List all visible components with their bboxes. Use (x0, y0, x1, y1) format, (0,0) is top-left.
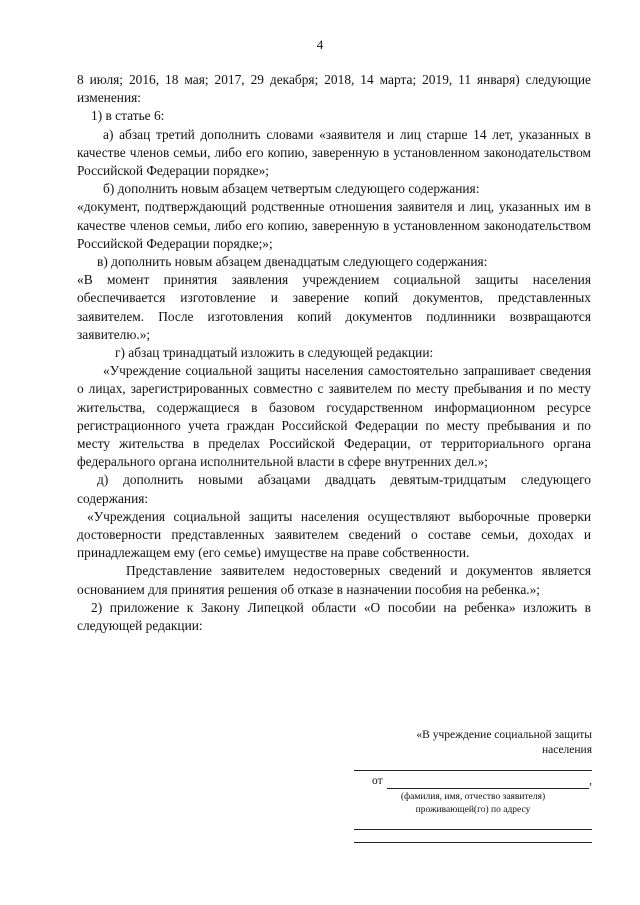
paragraph: «В момент принятия заявления учреждением социальной защиты населения обеспечивается изготовление и заверение копий документов, представленных заявителем. После изготовления копий документов подлинники возвращаются заявителю.»; (77, 272, 591, 342)
from-label: от (372, 775, 383, 787)
paragraph: «Учреждения социальной защиты населения осуществляют выборочные проверки достоверности представленных заявителем сведений о составе семьи, доходах и принадлежащем ему (его семье) имуществе на праве собственности. (77, 508, 591, 561)
paragraph: 8 июля; 2016, 18 мая; 2017, 29 декабря; 2018, 14 марта; 2019, 11 января) следующие изменения: (77, 72, 591, 106)
residing-label: проживающей(го) по адресу (415, 805, 531, 815)
paragraph: «документ, подтверждающий родственные отношения заявителя и лиц, указанных им в качестве членов семьи, либо его копию, заверенную в установленном законодательством Российской Федерации порядке;»; (77, 199, 591, 251)
blank-line-address-2 (354, 830, 592, 843)
application-form-header (354, 728, 592, 843)
addressee-line-1: «В учреждение социальной защиты (416, 729, 592, 741)
paragraph: Представление заявителем недостоверных сведений и документов является основанием для принятия решения об отказе в назначении пособия на ребенка.»; (77, 563, 591, 597)
from-trailing: , (589, 775, 592, 787)
blank-line-institution (354, 758, 592, 771)
paragraph: д) дополнить новыми абзацами двадцать девятым-тридцатым следующего содержания: (77, 472, 591, 506)
paragraph: б) дополнить новым абзацем четвертым следующего содержания: (103, 181, 480, 197)
document-body (77, 71, 591, 635)
paragraph: 1) в статье 6: (91, 108, 165, 124)
name-hint: (фамилия, имя, отчество заявителя) (400, 792, 546, 802)
paragraph: «Учреждение социальной защиты населения самостоятельно запрашивает сведения о лицах, зарегистрированных совместно с заявителем по месту пребывания и по месту жительства, содержащиеся в базовом государственном информационном ресурсе регистрационного учета граждан Российской Федерации по месту пребывания и по месту жительства в пределах Российской Федерации, от территориального органа федерального органа исполнительной власти в сфере внутренних дел.»; (77, 363, 591, 470)
paragraph: г) абзац тринадцатый изложить в следующей редакции: (115, 345, 434, 361)
blank-line-address-1 (354, 817, 592, 830)
paragraph: в) дополнить новым абзацем двенадцатым следующего содержания: (97, 254, 488, 270)
addressee-line-2: населения (541, 744, 592, 756)
paragraph: а) абзац третий дополнить словами «заявителя и лиц старше 14 лет, указанных в качестве членов семьи, либо его копию, заверенную в установленном законодательством Российской Федерации порядке»; (77, 126, 591, 179)
blank-line-applicant-name (387, 776, 590, 789)
page-number: 4 (316, 37, 324, 52)
from-row (354, 773, 592, 789)
paragraph: 2) приложение к Закону Липецкой области «О пособии на ребенка» изложить в следующей редакции: (77, 599, 591, 634)
